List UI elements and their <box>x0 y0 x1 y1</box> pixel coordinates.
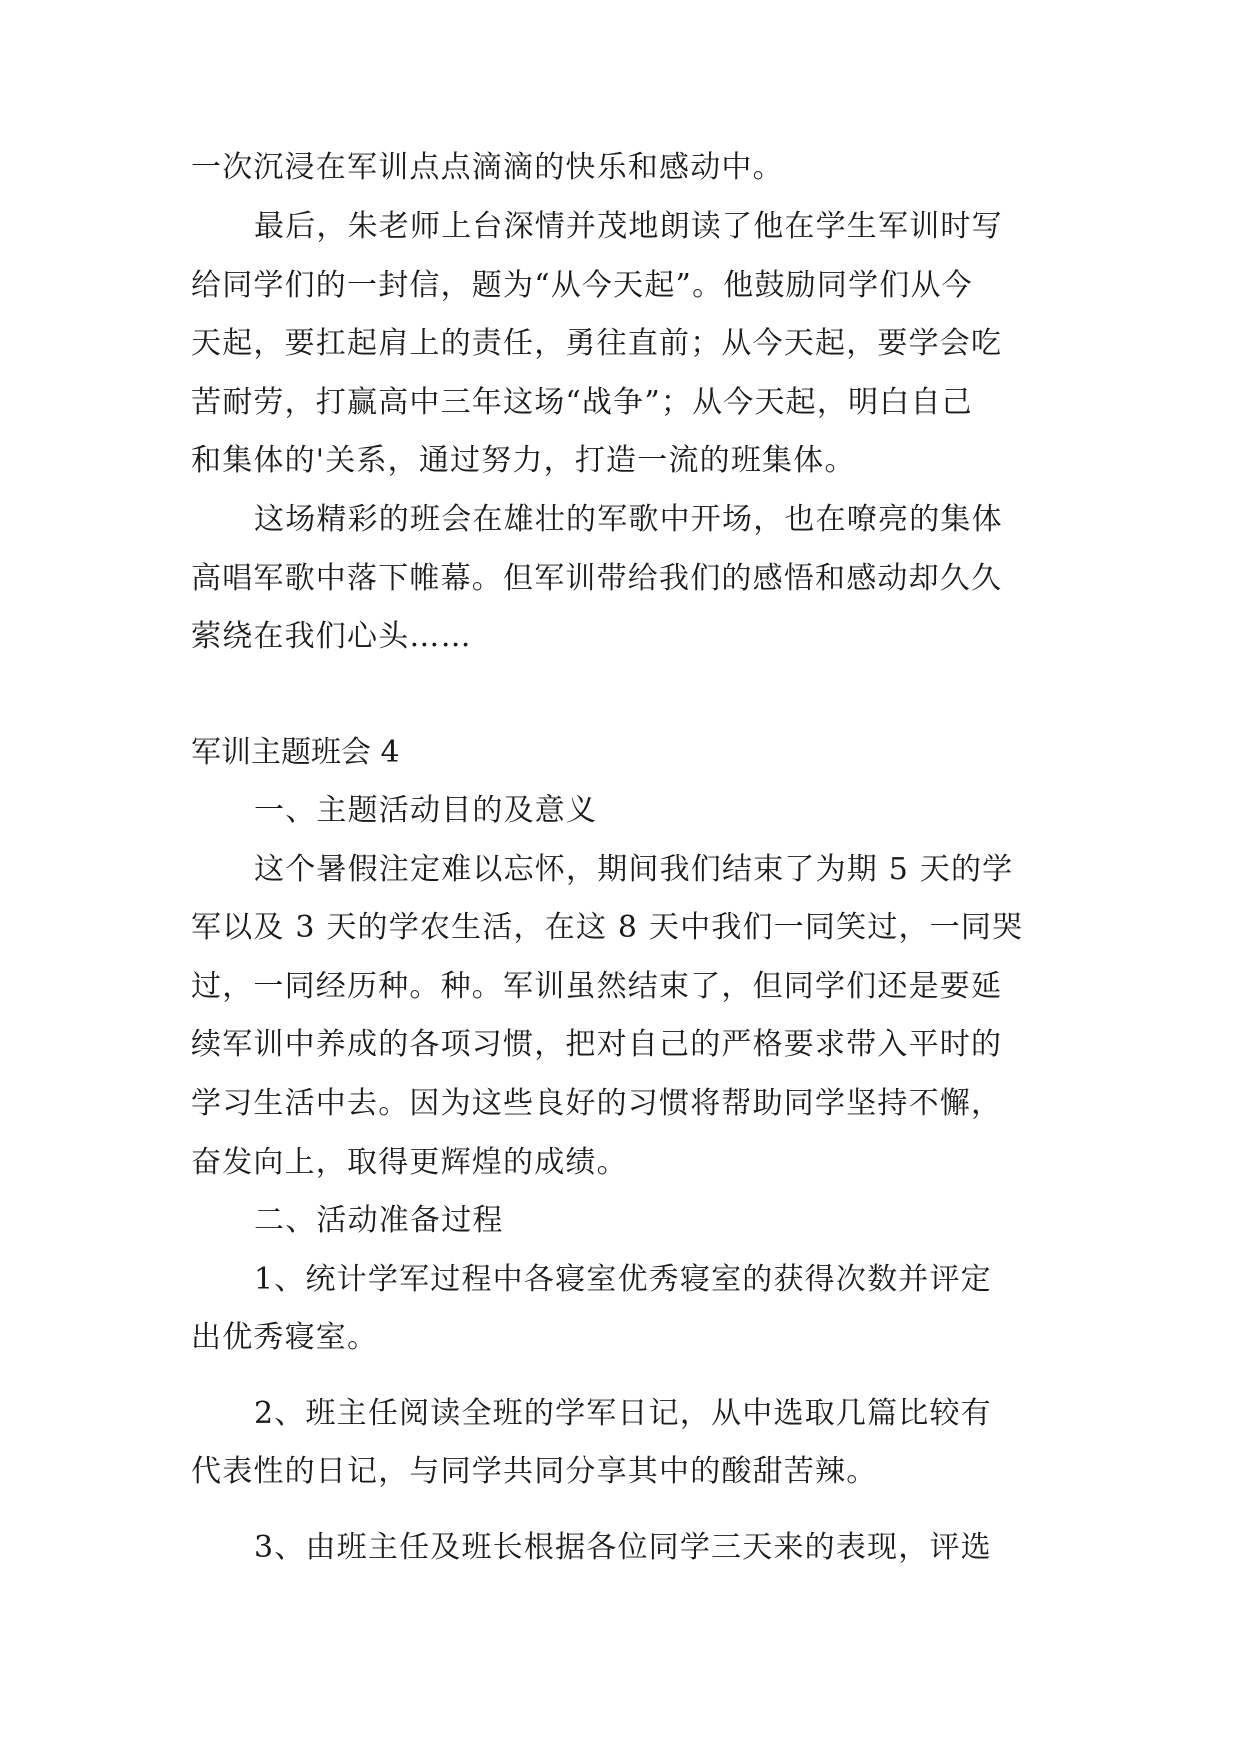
list-item-line: 1、统计学军过程中各寝室优秀寝室的获得次数并评定 <box>254 1262 992 1297</box>
section-heading: 二、活动准备过程 <box>254 1203 504 1238</box>
paragraph-line: 这场精彩的班会在雄壮的军歌中开场，也在嘹亮的集体 <box>254 502 1003 537</box>
paragraph-line: 学习生活中去。因为这些良好的习惯将帮助同学坚持不懈， <box>191 1086 1003 1121</box>
section-heading: 一、主题活动目的及意义 <box>254 793 598 828</box>
list-item-line: 3、由班主任及班长根据各位同学三天来的表现，评选 <box>254 1530 992 1565</box>
paragraph-line: 奋发向上，取得更辉煌的成绩。 <box>191 1145 628 1180</box>
paragraph-line: 天起，要扛起肩上的责任，勇往直前；从今天起，要学会吃 <box>191 326 1003 361</box>
paragraph-line: 过，一同经历种。种。军训虽然结束了，但同学们还是要延 <box>191 969 1003 1004</box>
paragraph-line: 给同学们的一封信，题为“从今天起”。他鼓励同学们从今 <box>191 268 973 303</box>
paragraph-line: 萦绕在我们心头…… <box>191 619 472 654</box>
paragraph-line: 苦耐劳，打赢高中三年这场“战争”；从今天起，明白自己 <box>191 385 973 420</box>
paragraph-line: 这个暑假注定难以忘怀，期间我们结束了为期 5 天的学 <box>254 852 1014 887</box>
paragraph-line: 军以及 3 天的学农生活，在这 8 天中我们一同笑过，一同哭 <box>191 910 1024 945</box>
paragraph-line: 最后，朱老师上台深情并茂地朗读了他在学生军训时写 <box>254 209 1003 244</box>
list-item-line: 出优秀寝室。 <box>191 1320 379 1355</box>
section-title: 军训主题班会 4 <box>191 735 400 770</box>
paragraph-line: 和集体的'关系，通过努力，打造一流的班集体。 <box>191 443 856 478</box>
paragraph-line: 高唱军歌中落下帷幕。但军训带给我们的感悟和感动却久久 <box>191 561 1003 596</box>
list-item-line: 代表性的日记，与同学共同分享其中的酸甜苦辣。 <box>191 1454 878 1489</box>
paragraph-line: 续军训中养成的各项习惯，把对自己的严格要求带入平时的 <box>191 1027 1003 1062</box>
paragraph-line: 一次沉浸在军训点点滴滴的快乐和感动中。 <box>191 150 784 185</box>
list-item-line: 2、班主任阅读全班的学军日记，从中选取几篇比较有 <box>254 1396 992 1431</box>
